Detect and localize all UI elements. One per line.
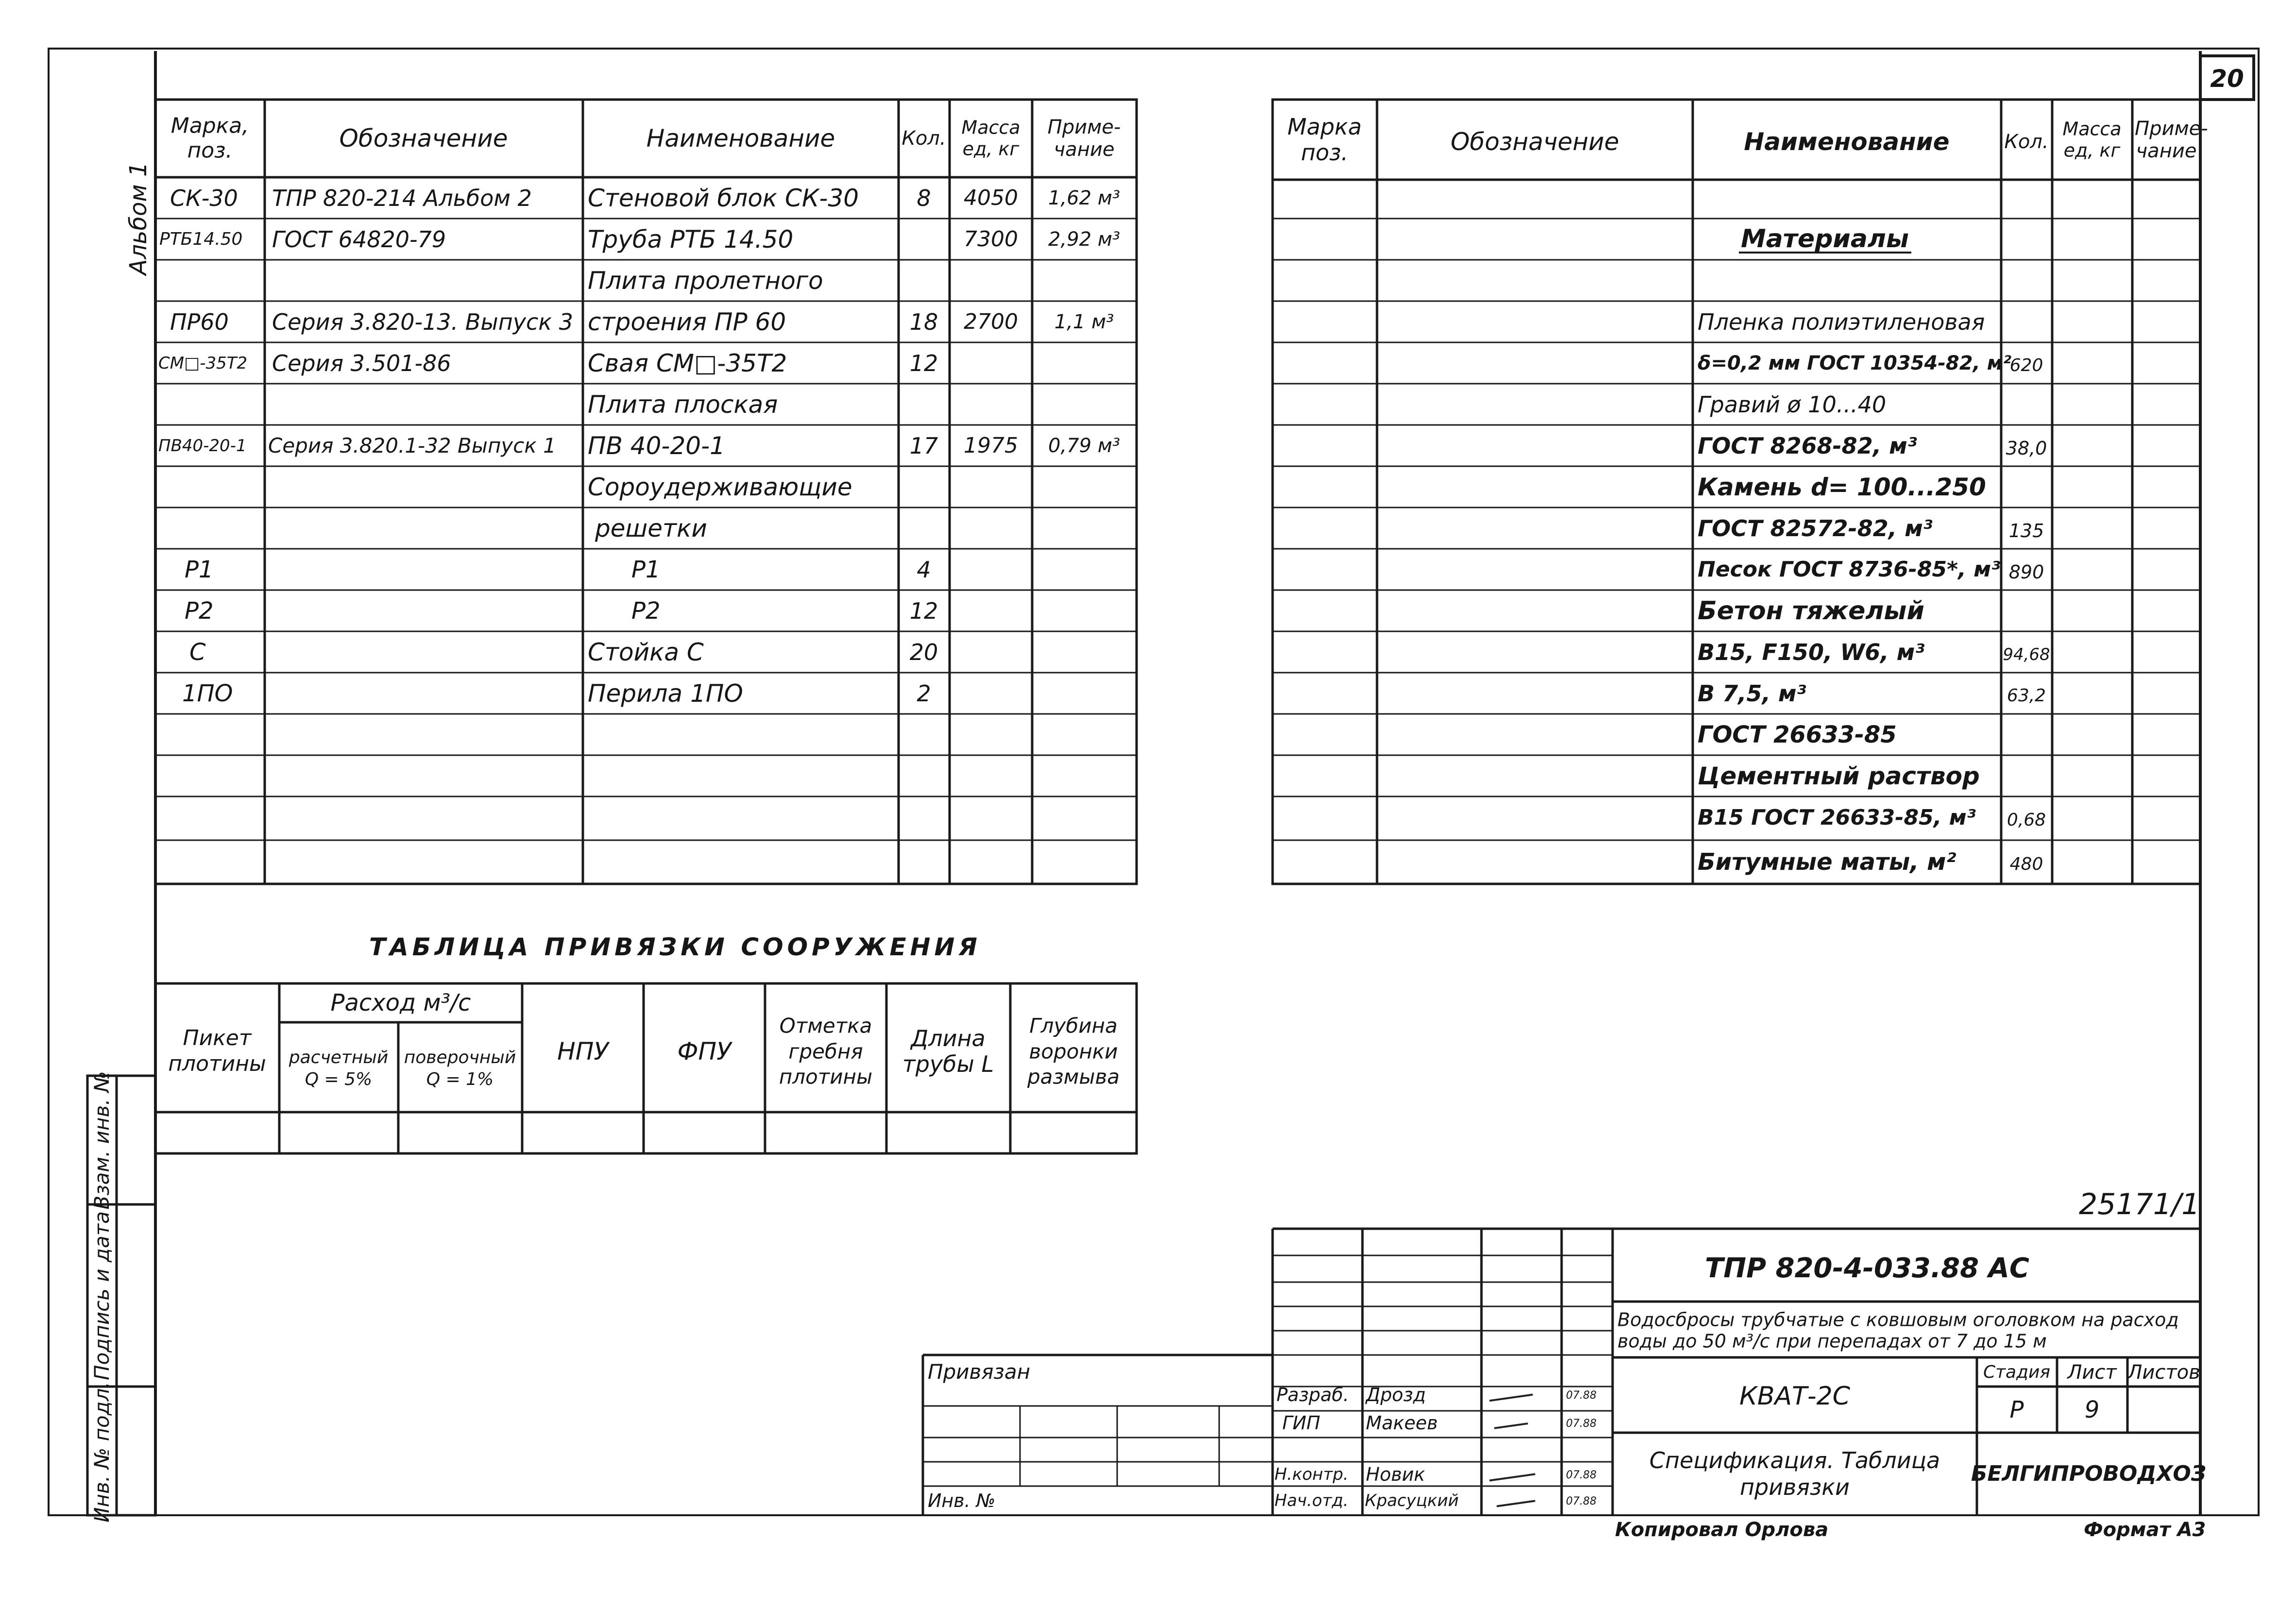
left-row-mark: СМ□-35Т2	[158, 354, 248, 373]
role-date: 07.88	[1566, 1495, 1597, 1507]
right-row-qty: 63,2	[2007, 686, 2046, 706]
right-header-doc: Обозначение	[1450, 128, 1619, 156]
left-row-mark: ПР60	[170, 309, 229, 335]
binding-header-flow: Расход м³/с	[330, 989, 471, 1016]
left-row-qty: 20	[909, 639, 938, 665]
left-row-mass: 1975	[964, 433, 1018, 458]
side-stamp-inv-orig: Инв. № подл.	[90, 1382, 114, 1523]
left-row-doc: Серия 3.820-13. Выпуск 3	[272, 309, 574, 335]
left-row-qty: 17	[909, 433, 938, 459]
side-stamp-sign-date: Подпись и дата	[90, 1211, 114, 1380]
left-row-name: решетки	[595, 514, 707, 542]
left-row-mass: 7300	[964, 227, 1018, 252]
document-title: Спецификация. Таблица привязки	[1649, 1447, 1940, 1500]
left-row-name: Перила 1ПО	[588, 679, 743, 708]
left-row-name: Плита пролетного	[588, 267, 823, 295]
binding-header-check: поверочный Q = 1%	[404, 1048, 516, 1089]
left-row-qty: 2	[917, 680, 931, 707]
right-header-note: Приме-чание	[2135, 118, 2208, 162]
left-row-name: строения ПР 60	[588, 308, 786, 336]
right-row-name: Цементный раствор	[1698, 762, 1980, 790]
sheet-number: 20	[2210, 65, 2244, 93]
bound-label: Привязан	[928, 1360, 1031, 1384]
binding-header-fpu: ФПУ	[677, 1037, 731, 1066]
left-row-name: Р2	[631, 597, 661, 625]
binding-header-calc: расчетный Q = 5%	[289, 1048, 389, 1089]
role-label: ГИП	[1282, 1412, 1321, 1434]
right-row-name: δ=0,2 мм ГОСТ 10354-82, м²	[1698, 352, 2011, 374]
role-name: Новик	[1366, 1464, 1425, 1485]
left-row-name: Стеновой блок СК-30	[588, 184, 859, 212]
left-row-note: 0,79 м³	[1048, 435, 1120, 457]
left-row-qty: 12	[909, 598, 938, 624]
left-row-mark: РТБ14.50	[159, 229, 243, 249]
role-date: 07.88	[1566, 1389, 1597, 1402]
role-name: Дрозд	[1366, 1384, 1426, 1405]
right-row-qty: 890	[2008, 561, 2044, 583]
object-code: КВАТ-2С	[1739, 1382, 1851, 1411]
binding-header-pipe: Длина трубы L	[902, 1025, 994, 1077]
role-label: Нач.отд.	[1275, 1491, 1349, 1510]
right-row-name: В15 ГОСТ 26633-85, м³	[1698, 805, 1976, 830]
left-row-mark: С	[189, 639, 206, 666]
binding-header-picket: Пикет плотины	[168, 1026, 266, 1076]
right-row-name: ГОСТ 82572-82, м³	[1698, 515, 1933, 542]
left-row-mark: 1ПО	[182, 680, 233, 707]
binding-header-depth: Глубина воронки размыва	[1027, 1014, 1120, 1089]
binding-table-title: ТАБЛИЦА ПРИВЯЗКИ СООРУЖЕНИЯ	[369, 933, 981, 961]
left-row-doc: Серия 3.820.1-32 Выпуск 1	[268, 434, 556, 457]
right-row-name: Гравий ø 10...40	[1698, 391, 1887, 418]
left-header-mass: Масса ед, кг	[961, 117, 1020, 159]
right-row-name: Бетон тяжелый	[1698, 596, 1924, 626]
right-row-qty: 94,68	[2003, 645, 2050, 664]
stage-label: Стадия	[1983, 1362, 2051, 1382]
left-row-qty: 8	[917, 185, 931, 211]
right-row-name: Песок ГОСТ 8736-85*, м³	[1698, 557, 2001, 582]
role-name: Макеев	[1366, 1412, 1438, 1434]
stage-value: Р	[2009, 1396, 2024, 1423]
left-row-name: Р1	[631, 556, 661, 583]
sheet-value: 9	[2084, 1396, 2100, 1423]
right-row-name: В 7,5, м³	[1698, 680, 1806, 707]
left-row-note: 2,92 м³	[1048, 228, 1120, 251]
left-row-name: Плита плоская	[588, 390, 778, 419]
right-row-qty: 620	[2009, 355, 2043, 375]
document-description: Водосбросы трубчатые с ковшовым оголовком на расход воды до 50 м³/с при перепадах от 7 до 15 м	[1617, 1309, 2179, 1352]
left-header-note: Приме-чание	[1047, 116, 1121, 161]
left-row-mark: Р1	[185, 556, 214, 583]
left-row-mass: 2700	[964, 309, 1018, 334]
right-header-qty: Кол.	[2004, 131, 2049, 153]
left-row-qty: 12	[909, 350, 938, 376]
left-row-name: Сороудерживающие	[588, 473, 852, 501]
role-name: Красуцкий	[1365, 1491, 1459, 1510]
sheets-label: Листов	[2127, 1361, 2200, 1384]
side-stamp-replace-inv: Взам. инв. №	[90, 1071, 114, 1210]
sheet-format: Формат А3	[2084, 1519, 2206, 1541]
right-row-name: ГОСТ 26633-85	[1698, 721, 1897, 748]
right-row-qty: 135	[2008, 520, 2044, 542]
copied-by: Копировал Орлова	[1615, 1519, 1829, 1541]
inv-label: Инв. №	[928, 1490, 996, 1511]
binding-header-npu: НПУ	[557, 1037, 609, 1066]
left-row-name: ПВ 40-20-1	[588, 432, 725, 460]
role-label: Разраб.	[1276, 1384, 1349, 1405]
left-row-mark: СК-30	[170, 185, 238, 211]
right-row-name: В15, F150, W6, м³	[1698, 639, 1925, 665]
role-date: 07.88	[1566, 1418, 1597, 1430]
role-date: 07.88	[1566, 1469, 1597, 1481]
right-row-name: Материалы	[1740, 224, 1909, 254]
left-row-note: 1,1 м³	[1054, 311, 1114, 333]
right-row-name: ГОСТ 8268-82, м³	[1698, 433, 1917, 459]
left-row-name: Свая СМ□-35Т2	[588, 349, 787, 377]
left-header-qty: Кол.	[901, 127, 946, 150]
left-row-mark: Р2	[185, 597, 214, 625]
right-row-name: Камень d= 100...250	[1698, 473, 1986, 501]
left-row-name: Стойка С	[588, 638, 704, 666]
right-header-mark: Марка поз.	[1287, 114, 1362, 166]
role-label: Н.контр.	[1275, 1465, 1349, 1484]
right-row-qty: 480	[2009, 854, 2043, 874]
right-row-name: Пленка полиэтиленовая	[1698, 309, 1985, 335]
right-row-qty: 38,0	[2006, 438, 2047, 459]
side-label: Альбом 1	[125, 162, 152, 275]
sheet-label: Лист	[2067, 1361, 2117, 1384]
archive-number: 25171/1	[2079, 1187, 2200, 1221]
left-row-doc: ГОСТ 64820-79	[272, 226, 446, 253]
organization: БЕЛГИПРОВОДХОЗ	[1971, 1461, 2207, 1486]
left-row-mark: ПВ40-20-1	[158, 436, 247, 456]
left-row-mass: 4050	[964, 186, 1018, 210]
left-row-note: 1,62 м³	[1048, 187, 1120, 209]
right-header-name: Наименование	[1744, 128, 1950, 156]
right-row-name: Битумные маты, м²	[1698, 848, 1956, 876]
left-row-qty: 4	[917, 557, 931, 583]
left-row-doc: ТПР 820-214 Альбом 2	[272, 185, 532, 211]
right-row-qty: 0,68	[2007, 810, 2046, 830]
left-row-qty: 18	[909, 309, 938, 335]
document-code: ТПР 820-4-033.88 АС	[1705, 1253, 2029, 1284]
binding-header-crest: Отметка гребня плотины	[779, 1014, 873, 1089]
left-header-mark: Марка, поз.	[170, 113, 249, 163]
left-header-doc: Обозначение	[339, 124, 508, 152]
left-row-doc: Серия 3.501-86	[272, 350, 451, 376]
left-header-name: Наименование	[646, 124, 835, 152]
right-header-mass: Масса ед, кг	[2062, 118, 2122, 161]
left-row-name: Труба РТБ 14.50	[588, 225, 794, 254]
